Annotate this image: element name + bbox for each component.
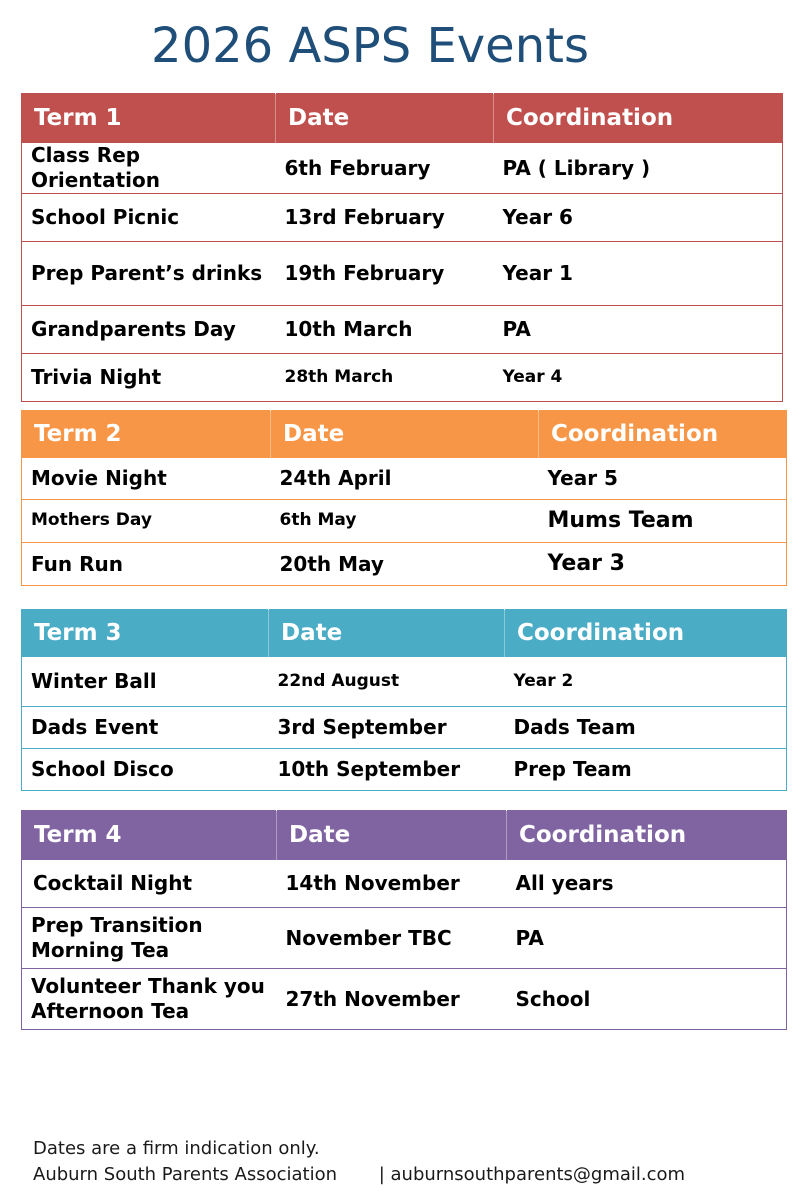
event-coordination: All years [507, 860, 787, 908]
table-row [22, 242, 783, 306]
term-heading: Term 1 [22, 94, 276, 143]
event-coordination: School [507, 969, 787, 1030]
table-row [22, 749, 787, 791]
event-date: 22nd August [269, 657, 505, 707]
event-date: 20th May [271, 543, 539, 586]
table-row [22, 543, 787, 586]
table-header [22, 94, 783, 143]
term-3-table [21, 609, 787, 791]
table-header [22, 811, 787, 860]
event-coordination: Prep Team [505, 749, 787, 791]
event-name: Prep Parent’s drinks [22, 242, 276, 306]
table-row [22, 143, 783, 194]
page-title: 2026 ASPS Events [151, 18, 589, 74]
event-date: 24th April [271, 458, 539, 500]
event-date: 13rd February [276, 194, 494, 242]
event-name: School Picnic [22, 194, 276, 242]
table-header [22, 610, 787, 657]
table-row [22, 194, 783, 242]
date-heading: Date [271, 411, 539, 458]
table-row [22, 657, 787, 707]
event-date: 19th February [276, 242, 494, 306]
event-date: 10th March [276, 306, 494, 354]
event-name: School Disco [22, 749, 269, 791]
event-date: 14th November [277, 860, 507, 908]
event-name: Volunteer Thank you Afternoon Tea [22, 969, 277, 1030]
event-name: Cocktail Night [22, 860, 277, 908]
table-row [22, 908, 787, 969]
event-coordination: Year 5 [539, 458, 787, 500]
event-coordination: Dads Team [505, 707, 787, 749]
event-name: Dads Event [22, 707, 269, 749]
term-heading: Term 2 [22, 411, 271, 458]
coordination-heading: Coordination [507, 811, 787, 860]
event-date: 3rd September [269, 707, 505, 749]
event-coordination: PA [507, 908, 787, 969]
event-date: 6th February [276, 143, 494, 194]
event-coordination: Year 1 [494, 242, 783, 306]
table-row [22, 458, 787, 500]
date-heading: Date [269, 610, 505, 657]
event-date: 10th September [269, 749, 505, 791]
term-4-table [21, 810, 787, 1030]
term-heading: Term 3 [22, 610, 269, 657]
term-1-table [21, 93, 783, 402]
event-name: Trivia Night [22, 354, 276, 402]
event-name: Class Rep Orientation [22, 143, 276, 194]
table-row [22, 354, 783, 402]
table-header [22, 411, 787, 458]
event-date: 28th March [276, 354, 494, 402]
date-heading: Date [276, 94, 494, 143]
term-2-table [21, 410, 787, 586]
footer-note: Dates are a firm indication only. [33, 1138, 320, 1159]
event-coordination: Year 3 [539, 543, 787, 586]
event-date: 6th May [271, 500, 539, 543]
event-name: Mothers Day [22, 500, 271, 543]
table-row [22, 969, 787, 1030]
event-name: Movie Night [22, 458, 271, 500]
footer-email: | auburnsouthparents@gmail.com [378, 1164, 686, 1185]
event-coordination: Year 6 [494, 194, 783, 242]
footer [33, 1136, 685, 1188]
table-row [22, 500, 787, 543]
term-heading: Term 4 [22, 811, 277, 860]
event-coordination: PA [494, 306, 783, 354]
event-coordination: Year 2 [505, 657, 787, 707]
event-date: November TBC [277, 908, 507, 969]
table-row [22, 860, 787, 908]
footer-organisation: Auburn South Parents Association [33, 1164, 338, 1185]
coordination-heading: Coordination [539, 411, 787, 458]
event-coordination: Mums Team [539, 500, 787, 543]
coordination-heading: Coordination [494, 94, 783, 143]
event-name: Grandparents Day [22, 306, 276, 354]
event-coordination: Year 4 [494, 354, 783, 402]
event-name: Prep Transition Morning Tea [22, 908, 277, 969]
date-heading: Date [277, 811, 507, 860]
event-name: Winter Ball [22, 657, 269, 707]
coordination-heading: Coordination [505, 610, 787, 657]
table-row [22, 707, 787, 749]
table-row [22, 306, 783, 354]
event-coordination: PA ( Library ) [494, 143, 783, 194]
event-name: Fun Run [22, 543, 271, 586]
event-date: 27th November [277, 969, 507, 1030]
